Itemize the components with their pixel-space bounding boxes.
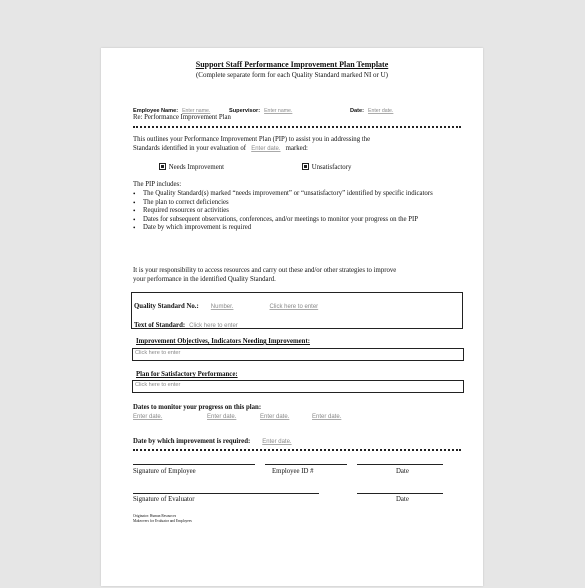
pip-item: • The Quality Standard(s) marked “needs improvement” or “unsatisfactory” identified by specific indicators: [133, 190, 463, 199]
responsibility-line-2: your performance in the identified Quality Standard.: [133, 276, 276, 283]
supervisor-label: Supervisor:: [229, 108, 261, 114]
employee-id-label: Employee ID #: [272, 468, 314, 475]
required-by-label: Date by which improvement is required:: [133, 438, 251, 445]
unsatisfactory-label: Unsatisfactory: [311, 164, 352, 171]
supervisor-row: [229, 99, 292, 117]
pip-includes-list: [133, 190, 463, 233]
intro-marked-text: marked:: [285, 145, 308, 152]
header-date-field[interactable]: Enter date.: [368, 108, 394, 114]
pip-item: • Required resources or activities: [133, 207, 463, 216]
header-date-row: [350, 99, 393, 117]
employee-signature-line: [133, 464, 255, 465]
date-line-2: [357, 493, 443, 494]
monitor-dates-label: Dates to monitor your progress on this plan:: [133, 404, 262, 411]
footer-originator: Originator: Human Resources: [133, 514, 177, 518]
employee-id-line: [265, 464, 347, 465]
dotted-divider: [133, 126, 461, 128]
unsatisfactory-checkbox[interactable]: [302, 163, 309, 170]
monitor-date-field[interactable]: Enter date.: [312, 414, 342, 420]
quality-standard-text-field[interactable]: Click here to enter: [269, 304, 319, 310]
needs-improvement-option[interactable]: [159, 163, 224, 173]
evaluation-date-field[interactable]: Enter date.: [251, 146, 281, 152]
pip-item: • Dates for subsequent observations, conferences, and/or meetings to monitor your progress on the PIP: [133, 216, 463, 225]
intro-line-2-text: Standards identified in your evaluation of: [133, 145, 247, 152]
text-of-standard-row: [134, 314, 238, 332]
document-subtitle: (Complete separate form for each Quality Standard marked NI or U): [195, 71, 389, 79]
required-by-date-field[interactable]: Enter date.: [262, 439, 292, 445]
text-of-standard-label: Text of Standard:: [134, 322, 186, 329]
unsatisfactory-option[interactable]: [302, 163, 351, 173]
employee-signature-label: Signature of Employee: [133, 468, 196, 475]
pip-includes-heading: The PIP includes:: [133, 181, 182, 188]
evaluator-signature-label: Signature of Evaluator: [133, 496, 195, 503]
footer-note: Makeovers for Evaluator and Employees: [133, 519, 192, 523]
text-of-standard-field[interactable]: Click here to enter: [189, 323, 238, 329]
improvement-objectives-field[interactable]: [132, 348, 464, 361]
quality-standard-row: [134, 295, 318, 313]
date-label-2: Date: [396, 496, 409, 503]
date-line-1: [357, 464, 443, 465]
improvement-objectives-placeholder: Click here to enter: [135, 350, 181, 356]
needs-improvement-checkbox[interactable]: [159, 163, 166, 170]
plan-placeholder: Click here to enter: [135, 382, 181, 388]
pip-item: • Date by which improvement is required: [133, 224, 463, 233]
quality-standard-label: Quality Standard No.:: [134, 303, 199, 310]
plan-field[interactable]: [132, 380, 464, 393]
monitor-date-field[interactable]: Enter date.: [260, 414, 290, 420]
needs-improvement-label: Needs Improvement: [168, 164, 225, 171]
evaluator-signature-line: [133, 493, 319, 494]
intro-line-1: This outlines your Performance Improvement Plan (PIP) to assist you in addressing the: [133, 136, 371, 143]
date-label-1: Date: [396, 468, 409, 475]
improvement-objectives-label: Improvement Objectives, Indicators Needing Improvement:: [136, 338, 310, 345]
responsibility-line-1: It is your responsibility to access resources and carry out these and/or other strategies to improve: [133, 267, 397, 274]
dotted-divider: [133, 449, 461, 451]
document-title: Support Staff Performance Improvement Plan Template: [195, 60, 389, 69]
required-by-row: [133, 430, 292, 448]
monitor-date-field[interactable]: Enter date.: [207, 414, 237, 420]
supervisor-field[interactable]: Enter name.: [264, 108, 293, 114]
employee-name-field[interactable]: Enter name.: [182, 108, 211, 114]
header-date-label: Date:: [350, 108, 364, 114]
re-line: Re: Performance Improvement Plan: [133, 114, 231, 121]
plan-label: Plan for Satisfactory Performance:: [136, 371, 238, 378]
intro-line-2: [133, 145, 308, 154]
quality-standard-number-field[interactable]: Number.: [210, 304, 234, 310]
employee-name-label: Employee Name:: [133, 108, 179, 114]
document-page: [101, 48, 483, 586]
monitor-date-field[interactable]: Enter date.: [133, 414, 163, 420]
pip-item: • The plan to correct deficiencies: [133, 199, 463, 208]
